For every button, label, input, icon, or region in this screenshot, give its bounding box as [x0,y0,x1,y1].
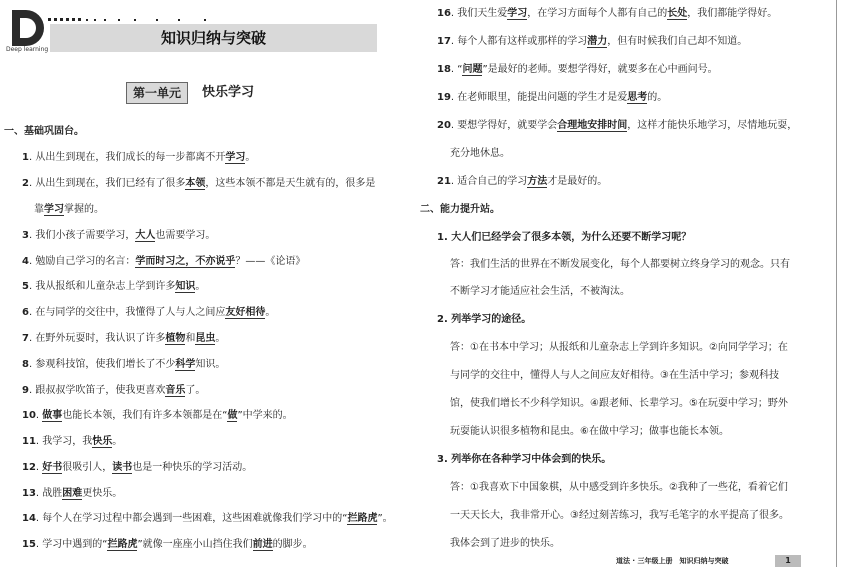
list-item [437,63,718,77]
answer-keyword: 做 [227,410,238,421]
answer-line [450,341,788,355]
answer-line [450,509,789,523]
answer-line [450,481,788,495]
item-number: 12 [22,462,36,473]
answer-keyword: 做事 [42,410,63,421]
item-text: 和 [185,333,196,344]
item-text: 靠 [34,204,44,215]
item-text: ，这样才能快乐地学习，尽情地玩耍， [627,120,798,131]
item-text: . 参观科技馆，使我们增长了不少 [28,359,176,370]
page-title: 知识归纳与突破 [160,29,266,47]
section-title-text: 一、基础巩固台。 [4,126,84,137]
item-text: . 我们小孩子需要学习， [28,230,136,241]
list-item [437,7,777,21]
answer-keyword: 科学 [175,359,196,370]
item-text: 的脚步。 [272,539,313,550]
list-item [22,512,393,526]
item-text: ”中学来的。 [237,410,293,421]
answer-keyword: 长处 [667,8,688,19]
list-item [437,119,797,133]
item-text: 也是一种快乐的学习活动。 [132,462,253,473]
answer-keyword: 前进 [252,539,273,550]
answer-keyword: 问题 [462,64,483,75]
item-text: 。 [112,436,123,447]
answer-keyword: 植物 [165,333,186,344]
question-text: 1. 大人们已经学会了很多本领，为什么还要不断学习呢？ [437,232,692,243]
item-number: 9 [22,385,29,396]
item-text: . 要想学得好，就要学会 [450,120,558,131]
list-item [22,409,293,423]
question [437,231,691,245]
item-text: 充分地休息。 [450,148,510,159]
item-text: 。 [215,333,226,344]
unit-name: 快乐学习 [202,85,255,100]
answer-line [450,397,788,411]
answer-text: 答：①在书本中学习；从报纸和儿童杂志上学到许多知识。②向同学学习；在 [450,342,788,353]
decorative-dots [48,16,218,22]
item-text: . 战胜 [35,488,63,499]
item-text: . 从出生到现在，我们已经有了很多 [28,178,186,189]
item-text: . [35,462,43,473]
item-text: . 从出生到现在，我们成长的每一步都离不开 [28,152,226,163]
answer-keyword: 读书 [112,462,133,473]
answer-keyword: 学习 [44,204,64,215]
item-text: . 我学习，我 [35,436,93,447]
answer-keyword: 知识 [175,281,196,292]
answer-keyword: 学而时习之，不亦说乎 [135,256,236,267]
answer-text: 玩耍能认识很多植物和昆虫。⑥在做中学习；做事也能长本领。 [450,426,729,437]
answer-keyword: 拦路虎 [107,539,138,550]
answer-keyword: 潜力 [587,36,608,47]
answer-line [450,258,790,272]
list-item [22,435,122,449]
item-text: ”。 [377,513,393,524]
item-text: 。 [195,281,206,292]
item-text: 了。 [185,385,206,396]
item-text: ”是最好的老师。要想学得好，就要多在心中画问号。 [482,64,718,75]
answer-keyword: 昆虫 [195,333,216,344]
answer-keyword: 音乐 [165,385,186,396]
item-number: 18 [437,64,451,75]
list-item [450,147,510,161]
answer-keyword: 困难 [62,488,83,499]
item-number: 20 [437,120,451,131]
list-item [437,35,747,49]
answer-text: 我体会到了进步的快乐。 [450,538,560,549]
question [437,453,611,467]
list-item [22,151,255,165]
answer-keyword: 学习 [225,152,246,163]
item-number: 10 [22,410,36,421]
logo-text: Deep learning [6,46,49,53]
item-number: 19 [437,92,451,103]
item-number: 2 [22,178,29,189]
answer-keyword: 思考 [627,92,648,103]
list-item [34,203,104,217]
unit-heading [126,82,254,104]
item-text: 。 [265,307,276,318]
question [437,313,531,327]
item-number: 13 [22,488,36,499]
list-item [22,306,275,320]
item-text: . “ [450,64,463,75]
question-text: 3. 列举你在各种学习中体会到的快乐。 [437,454,612,465]
item-text: . 每个人在学习过程中都会遇到一些困难，这些困难就像我们学习中的“ [35,513,348,524]
item-text: 。 [245,152,256,163]
list-item [22,280,205,294]
answer-keyword: 友好相待 [225,307,266,318]
list-item [22,332,225,346]
item-text: 更快乐。 [82,488,123,499]
item-text: . 每个人都有这样或那样的学习 [450,36,588,47]
item-number: 11 [22,436,36,447]
page-edge [836,0,837,567]
item-number: 17 [437,36,451,47]
section-title [420,203,500,217]
section-title-text: 二、能力提升站。 [420,204,500,215]
item-number: 3 [22,230,29,241]
question-text: 2. 列举学习的途径。 [437,314,532,325]
item-text: ，这些本领不都是天生就有的，很多是 [205,178,376,189]
footer-text: 道法 · 三年级上册 知识归纳与突破 [616,557,729,565]
item-number: 7 [22,333,29,344]
list-item [22,538,313,552]
page-number: 1 [775,555,801,567]
item-text: . 适合自己的学习 [450,176,528,187]
answer-line [450,537,560,551]
item-text: 才是最好的。 [547,176,608,187]
list-item [22,461,252,475]
section-title [4,125,84,139]
answer-line [450,425,729,439]
answer-line [450,285,630,299]
item-text: 很吸引人， [62,462,113,473]
item-number: 6 [22,307,29,318]
item-text: . 学习中遇到的“ [35,539,108,550]
item-text: . 我们天生爱 [450,8,508,19]
answer-text: 馆，使我们增长不少科学知识。④跟老师、长辈学习。⑤在玩耍中学习；野外 [450,398,788,409]
answer-text: 与同学的交往中，懂得人与人之间应友好相待。③在生活中学习；参观科技 [450,370,779,381]
item-text: ，我们都能学得好。 [687,8,778,19]
item-text: 也需要学习。 [155,230,216,241]
answer-text: 一天天长大，我非常开心。③经过刻苦练习，我写毛笔字的水平提高了很多。 [450,510,789,521]
list-item [22,177,375,191]
item-number: 14 [22,513,36,524]
list-item [22,229,215,243]
item-text: ？——《论语》 [235,256,306,267]
item-number: 21 [437,176,451,187]
unit-label: 第一单元 [126,82,188,104]
item-text: ，在学习方面每个人都有自己的 [527,8,668,19]
list-item [22,384,205,398]
answer-keyword: 快乐 [92,436,113,447]
list-item [22,487,122,501]
answer-keyword: 好书 [42,462,63,473]
item-number: 8 [22,359,29,370]
item-text: . 我从报纸和儿童杂志上学到许多 [28,281,176,292]
item-text: . 在老师眼里，能提出问题的学生才是爱 [450,92,628,103]
list-item [437,91,667,105]
item-number: 5 [22,281,29,292]
item-text: ”就像一座座小山挡住我们 [137,539,253,550]
item-text: 也能长本领，我们有许多本领都是在“ [62,410,228,421]
item-text: 的。 [647,92,668,103]
item-text: 知识。 [195,359,226,370]
item-number: 4 [22,256,29,267]
answer-text: 答：我们生活的世界在不断发展变化，每个人都要树立终身学习的观念。只有 [450,259,790,270]
answer-keyword: 方法 [527,176,548,187]
item-text: . 跟叔叔学吹笛子，使我更喜欢 [28,385,166,396]
item-text: 掌握的。 [64,204,104,215]
item-text: . 在野外玩耍时，我认识了许多 [28,333,166,344]
answer-keyword: 学习 [507,8,528,19]
item-text: ，但有时候我们自己却不知道。 [607,36,748,47]
item-number: 1 [22,152,29,163]
list-item [437,175,607,189]
answer-keyword: 大人 [135,230,156,241]
item-text: . 在与同学的交往中，我懂得了人与人之间应 [28,307,226,318]
list-item [22,255,305,269]
answer-keyword: 合理地安排时间 [557,120,628,131]
item-number: 16 [437,8,451,19]
item-text: . [35,410,43,421]
answer-text: 不断学习才能适应社会生活，不被淘汰。 [450,286,630,297]
answer-keyword: 本领 [185,178,206,189]
answer-line [450,369,779,383]
list-item [22,358,225,372]
answer-keyword: 拦路虎 [347,513,378,524]
answer-text: 答：①我喜欢下中国象棋，从中感受到许多快乐。②我种了一些花，看着它们 [450,482,788,493]
item-text: . 勉励自己学习的名言： [28,256,136,267]
item-number: 15 [22,539,36,550]
